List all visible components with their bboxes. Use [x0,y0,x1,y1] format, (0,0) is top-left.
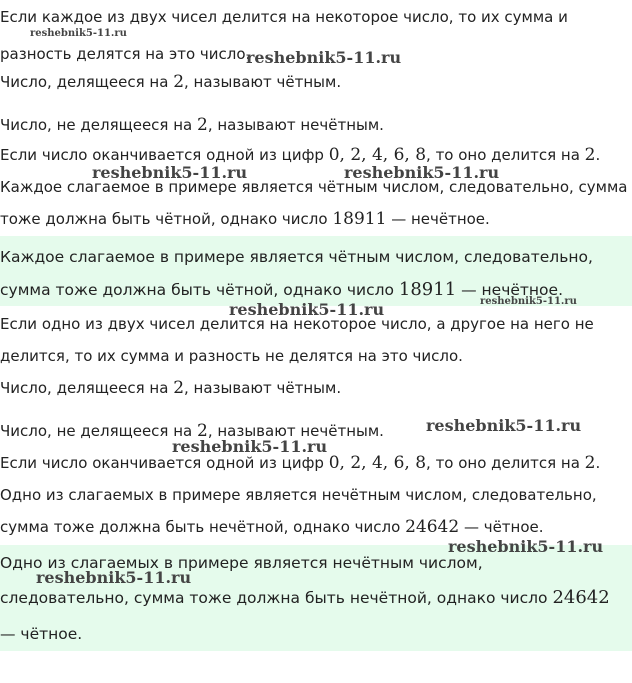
digits-text-end: , то оно делится на [426,146,585,164]
watermark: reshebnik5-11.ru [36,568,192,587]
number-24642: 24642 [405,517,460,537]
odd-text: Число, не делящееся на [0,116,197,134]
conclusion-text: сумма тоже должна быть нечётной, однако число [0,518,406,536]
conclusion-line-1b [0,209,490,229]
number-two: 2 [584,145,596,165]
conclusion-line-1a: Каждое слагаемое в примере является чётным числом, следовательно, сумма [0,178,628,196]
conclusion-line-2b [0,517,544,537]
digits-text: Если число оканчивается одной из цифр [0,454,329,472]
even-text-end: , называют чётным. [184,73,342,91]
number-18911: 18911 [332,209,387,229]
conclusion-text-end: — нечётное. [386,210,490,228]
answer-1-line-b [0,280,563,300]
watermark: reshebnik5-11.ru [344,163,500,182]
digits-text: Если число оканчивается одной из цифр [0,146,329,164]
number-24642: 24642 [552,587,610,608]
number-two: 2 [173,72,185,92]
even-text: Число, делящееся на [0,379,174,397]
watermark: reshebnik5-11.ru [448,537,604,556]
answer-2-line-b [0,588,610,608]
period: . [595,454,601,472]
divisibility-rule [0,145,600,165]
digits-text-end: , то оно делится на [426,454,585,472]
rule-line-1a: Если каждое из двух чисел делится на некоторое число, то их сумма и [0,8,568,26]
answer-text: следовательно, сумма тоже должна быть нечётной, однако число [0,589,553,607]
odd-definition [0,115,384,135]
rule-line-1b: разность делятся на это число. [0,45,251,63]
watermark: reshebnik5-11.ru [246,48,402,67]
watermark: reshebnik5-11.ru [30,28,127,39]
number-two: 2 [173,378,185,398]
watermark: reshebnik5-11.ru [480,296,577,307]
answer-text-end: — нечётное. [456,281,563,299]
number-two: 2 [197,421,208,441]
watermark: reshebnik5-11.ru [426,416,582,435]
conclusion-line-2a: Одно из слагаемых в примере является нечётным числом, следовательно, [0,486,597,504]
digits-list: 0, 2, 4, 6, 8 [328,145,427,165]
odd-text-end: , называют нечётным. [207,422,384,440]
even-text-end: , называют чётным. [184,379,342,397]
digits-list: 0, 2, 4, 6, 8 [328,453,427,473]
divisibility-rule-2 [0,453,600,473]
answer-1-line-a: Каждое слагаемое в примере является чётным числом, следовательно, [0,248,593,266]
watermark: reshebnik5-11.ru [172,437,328,456]
even-definition [0,72,341,92]
conclusion-text: тоже должна быть чётной, однако число [0,210,333,228]
answer-2-line-a: Одно из слагаемых в примере является нечётным числом, [0,554,483,572]
answer-text: сумма тоже должна быть чётной, однако число [0,281,399,299]
odd-text-end: , называют нечётным. [207,116,384,134]
watermark: reshebnik5-11.ru [92,163,248,182]
rule-line-2a: Если одно из двух чисел делится на некоторое число, а другое на него не [0,315,594,333]
number-two: 2 [197,115,208,135]
even-text: Число, делящееся на [0,73,174,91]
period: . [595,146,601,164]
answer-2-line-c: — чётное. [0,625,83,643]
watermark: reshebnik5-11.ru [229,300,385,319]
even-definition-2 [0,378,341,398]
odd-text: Число, не делящееся на [0,422,197,440]
number-18911: 18911 [398,279,457,300]
rule-line-2b: делится, то их сумма и разность не делятся на это число. [0,347,463,365]
conclusion-text-end: — чётное. [459,518,544,536]
number-two: 2 [584,453,596,473]
